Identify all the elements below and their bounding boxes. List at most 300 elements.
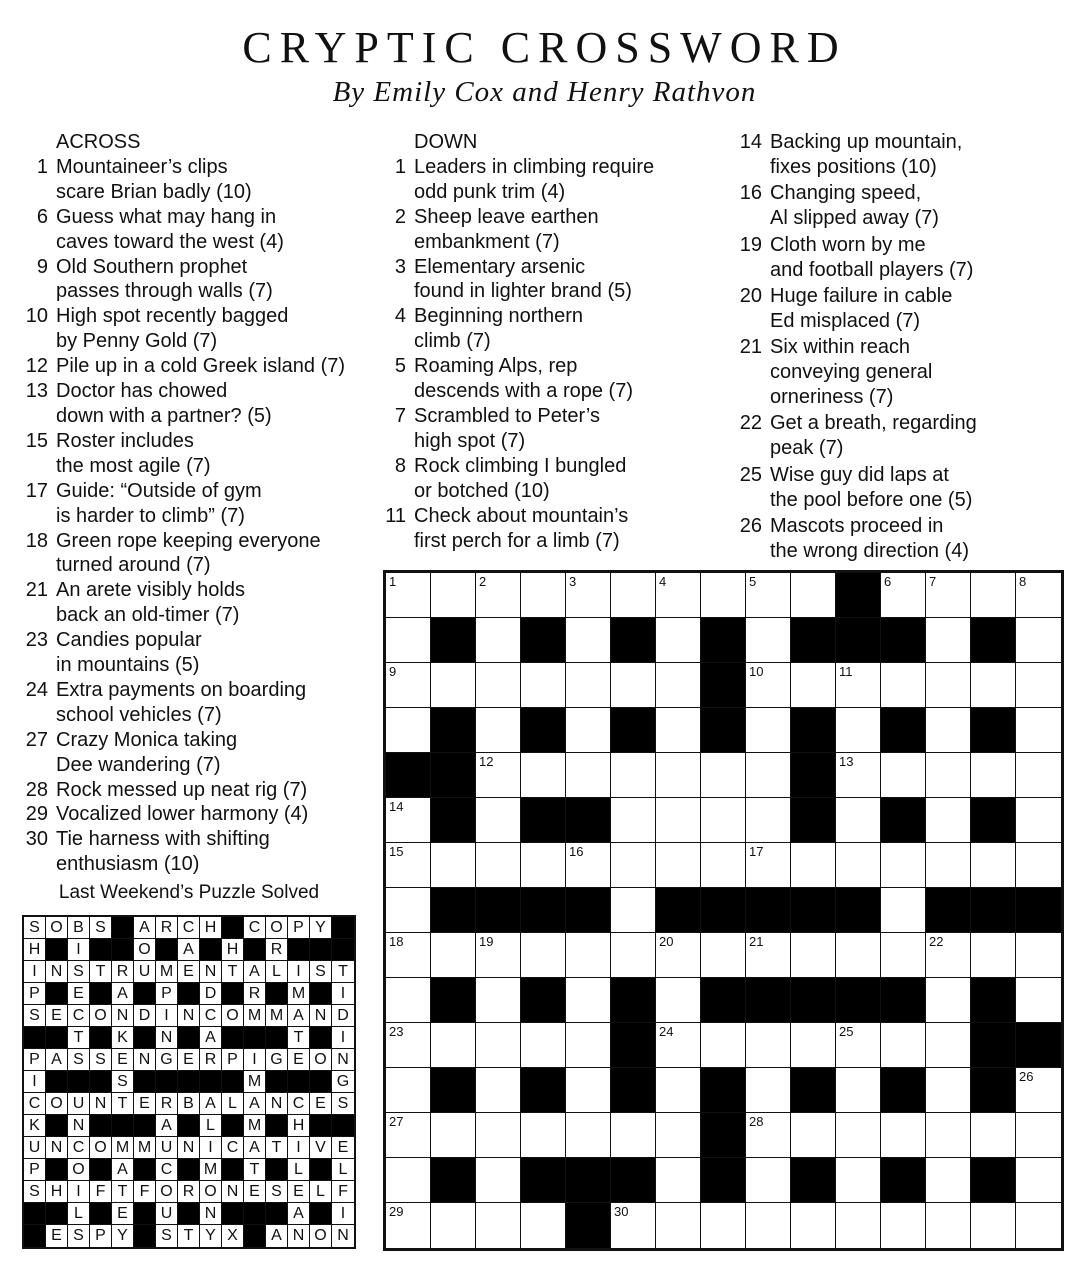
solution-black-square — [156, 939, 178, 961]
black-square — [791, 1068, 836, 1113]
black-square — [881, 978, 926, 1023]
down-clues-continued — [738, 130, 1073, 565]
grid-cell[interactable] — [566, 708, 611, 753]
solution-black-square — [90, 939, 112, 961]
clue-text: Get a breath, regarding — [770, 412, 977, 435]
grid-cell[interactable] — [656, 798, 701, 843]
grid-cell[interactable] — [881, 1113, 926, 1158]
grid-cell[interactable] — [476, 1203, 521, 1248]
across-clue-30 — [24, 827, 364, 877]
grid-cell[interactable] — [611, 888, 656, 933]
grid-cell[interactable] — [476, 1113, 521, 1158]
solution-cell: H — [222, 939, 244, 961]
grid-cell[interactable] — [791, 1023, 836, 1068]
grid-cell[interactable] — [656, 753, 701, 798]
grid-cell[interactable] — [656, 1068, 701, 1113]
grid-cell[interactable] — [386, 978, 431, 1023]
grid-cell[interactable] — [746, 933, 791, 978]
solution-black-square — [266, 1159, 288, 1181]
grid-cell[interactable] — [566, 573, 611, 618]
grid-cell[interactable] — [656, 573, 701, 618]
grid-cell[interactable] — [881, 663, 926, 708]
grid-cell[interactable] — [701, 753, 746, 798]
solution-cell: I — [24, 961, 46, 983]
grid-cell[interactable] — [566, 1023, 611, 1068]
grid-cell[interactable] — [476, 1158, 521, 1203]
black-square — [566, 1203, 611, 1248]
grid-cell[interactable] — [386, 618, 431, 663]
solution-cell: V — [310, 1137, 332, 1159]
grid-cell[interactable] — [566, 843, 611, 888]
grid-cell[interactable] — [476, 618, 521, 663]
grid-cell[interactable] — [791, 573, 836, 618]
black-square — [881, 1158, 926, 1203]
grid-cell[interactable] — [386, 798, 431, 843]
black-square — [611, 618, 656, 663]
clue-text: Beginning northern — [414, 305, 584, 328]
grid-cell[interactable] — [476, 708, 521, 753]
grid-cell[interactable] — [656, 843, 701, 888]
grid-cell[interactable] — [836, 708, 881, 753]
clue-text: conveying general — [770, 361, 933, 384]
down-heading: DOWN — [414, 131, 478, 153]
grid-cell[interactable] — [476, 663, 521, 708]
clue-text: the wrong direction (4) — [770, 540, 969, 562]
grid-cell[interactable] — [881, 843, 926, 888]
clue-text: Tie harness with shifting — [56, 828, 270, 851]
solution-black-square — [90, 1071, 112, 1093]
black-square — [1016, 1023, 1061, 1068]
solution-cell: T — [288, 1027, 310, 1049]
cell-number: 18 — [389, 934, 404, 949]
grid-cell[interactable] — [926, 753, 971, 798]
crossword-grid[interactable] — [383, 570, 1064, 1251]
grid-cell[interactable] — [701, 798, 746, 843]
grid-cell[interactable] — [881, 933, 926, 978]
grid-cell[interactable] — [1016, 843, 1061, 888]
grid-cell[interactable] — [656, 708, 701, 753]
black-square — [971, 798, 1016, 843]
solution-black-square — [90, 1027, 112, 1049]
clue-text: Wise guy did laps at — [770, 463, 949, 486]
grid-cell[interactable] — [431, 933, 476, 978]
clue-text: Sheep leave earthen — [414, 205, 599, 228]
grid-cell[interactable] — [746, 1023, 791, 1068]
grid-cell[interactable] — [566, 1113, 611, 1158]
solution-black-square — [46, 1159, 68, 1181]
solution-black-square — [134, 1225, 156, 1247]
solution-cell: T — [68, 1027, 90, 1049]
grid-cell[interactable] — [746, 753, 791, 798]
grid-cell[interactable] — [836, 933, 881, 978]
solution-cell: P — [288, 917, 310, 939]
across-clue-27 — [24, 728, 364, 778]
solution-black-square — [222, 1027, 244, 1049]
grid-cell[interactable] — [656, 618, 701, 663]
grid-cell[interactable] — [1016, 1158, 1061, 1203]
grid-cell[interactable] — [926, 1113, 971, 1158]
solution-cell: F — [134, 1181, 156, 1203]
grid-cell[interactable] — [656, 1023, 701, 1068]
solution-cell: I — [288, 961, 310, 983]
grid-cell[interactable] — [746, 843, 791, 888]
grid-cell[interactable] — [701, 933, 746, 978]
grid-cell[interactable] — [836, 1158, 881, 1203]
grid-cell[interactable] — [926, 1023, 971, 1068]
grid-cell[interactable] — [791, 1203, 836, 1248]
solution-cell: A — [178, 939, 200, 961]
grid-cell[interactable] — [386, 663, 431, 708]
black-square — [791, 798, 836, 843]
black-square — [521, 1068, 566, 1113]
solution-cell: I — [288, 1137, 310, 1159]
black-square — [521, 978, 566, 1023]
grid-cell[interactable] — [926, 843, 971, 888]
black-square — [971, 708, 1016, 753]
cell-number: 17 — [749, 844, 764, 859]
solution-cell: O — [222, 1005, 244, 1027]
grid-cell[interactable] — [521, 933, 566, 978]
solution-cell: E — [46, 1225, 68, 1247]
solution-cell: E — [178, 1049, 200, 1071]
solution-cell: E — [112, 1203, 134, 1225]
solution-black-square — [46, 1027, 68, 1049]
grid-cell[interactable] — [1016, 618, 1061, 663]
grid-cell[interactable] — [791, 933, 836, 978]
grid-cell[interactable] — [926, 933, 971, 978]
black-square — [431, 888, 476, 933]
grid-cell[interactable] — [1016, 573, 1061, 618]
cell-number: 13 — [839, 754, 854, 769]
grid-cell[interactable] — [746, 1158, 791, 1203]
clue-number: 22 — [739, 412, 762, 435]
clue-number: 7 — [394, 404, 406, 427]
grid-cell[interactable] — [476, 933, 521, 978]
clue-text: by Penny Gold (7) — [56, 330, 218, 353]
solution-cell: S — [112, 1071, 134, 1093]
down-clue-3 — [382, 255, 702, 305]
grid-cell[interactable] — [476, 798, 521, 843]
grid-cell[interactable] — [836, 798, 881, 843]
solution-black-square — [178, 1027, 200, 1049]
grid-cell[interactable] — [386, 843, 431, 888]
grid-cell[interactable] — [521, 1203, 566, 1248]
clue-text: Changing speed, — [770, 182, 922, 205]
solution-cell: K — [24, 1115, 46, 1137]
solution-black-square — [90, 1115, 112, 1137]
clue-number: 16 — [739, 182, 762, 205]
grid-cell[interactable] — [836, 1068, 881, 1113]
cell-number: 30 — [614, 1204, 629, 1219]
solution-cell: L — [266, 961, 288, 983]
cell-number: 8 — [1019, 574, 1027, 589]
grid-cell[interactable] — [476, 978, 521, 1023]
grid-cell[interactable] — [386, 1203, 431, 1248]
clue-number: 5 — [394, 355, 406, 378]
grid-cell[interactable] — [881, 573, 926, 618]
grid-cell[interactable] — [1016, 978, 1061, 1023]
solution-cell: A — [134, 917, 156, 939]
grid-cell[interactable] — [386, 1113, 431, 1158]
solution-black-square — [310, 939, 332, 961]
grid-cell[interactable] — [386, 573, 431, 618]
cell-number: 12 — [479, 754, 494, 769]
across-heading: ACROSS — [56, 131, 141, 153]
grid-cell[interactable] — [971, 753, 1016, 798]
black-square — [791, 888, 836, 933]
black-square — [431, 708, 476, 753]
grid-cell[interactable] — [971, 933, 1016, 978]
solution-cell: H — [288, 1115, 310, 1137]
black-square — [701, 1068, 746, 1113]
black-square — [521, 618, 566, 663]
grid-cell[interactable] — [611, 798, 656, 843]
solution-cell: A — [244, 1137, 266, 1159]
grid-cell[interactable] — [971, 843, 1016, 888]
down-clue-2 — [382, 205, 702, 255]
grid-cell[interactable] — [656, 663, 701, 708]
clue-text: Mountaineer’s clips — [56, 155, 228, 178]
grid-cell[interactable] — [1016, 1068, 1061, 1113]
last-weekend-title: Last Weekend’s Puzzle Solved — [58, 882, 320, 903]
solution-cell: O — [266, 917, 288, 939]
grid-cell[interactable] — [1016, 1203, 1061, 1248]
grid-cell[interactable] — [746, 573, 791, 618]
grid-cell[interactable] — [701, 1023, 746, 1068]
clue-number: 27 — [25, 728, 48, 751]
grid-cell[interactable] — [566, 978, 611, 1023]
clue-text: or botched (10) — [414, 479, 550, 502]
grid-cell[interactable] — [431, 663, 476, 708]
grid-cell[interactable] — [791, 843, 836, 888]
solution-cell: N — [222, 1181, 244, 1203]
cell-number: 16 — [569, 844, 584, 859]
clue-text: Extra payments on boarding — [56, 678, 307, 701]
grid-cell[interactable] — [1016, 663, 1061, 708]
grid-cell[interactable] — [791, 1113, 836, 1158]
black-square — [701, 978, 746, 1023]
solution-cell: E — [112, 1049, 134, 1071]
grid-cell[interactable] — [566, 753, 611, 798]
grid-cell[interactable] — [701, 573, 746, 618]
black-square — [701, 663, 746, 708]
grid-cell[interactable] — [521, 843, 566, 888]
grid-cell[interactable] — [656, 1203, 701, 1248]
clue-text: Vocalized lower harmony (4) — [56, 803, 309, 826]
grid-cell[interactable] — [701, 843, 746, 888]
grid-cell[interactable] — [746, 1203, 791, 1248]
solution-cell: L — [222, 1093, 244, 1115]
solution-cell: S — [156, 1225, 178, 1247]
solution-cell: O — [46, 917, 68, 939]
black-square — [521, 708, 566, 753]
clue-text: Al slipped away (7) — [770, 207, 939, 230]
grid-cell[interactable] — [881, 888, 926, 933]
solution-cell: S — [90, 917, 112, 939]
grid-cell[interactable] — [611, 933, 656, 978]
solution-cell: E — [178, 961, 200, 983]
solution-cell: R — [244, 983, 266, 1005]
clue-number: 2 — [394, 205, 406, 228]
across-clue-24 — [24, 678, 364, 728]
grid-cell[interactable] — [611, 573, 656, 618]
grid-cell[interactable] — [926, 663, 971, 708]
grid-cell[interactable] — [431, 1203, 476, 1248]
grid-cell[interactable] — [926, 1203, 971, 1248]
solution-cell: D — [134, 1005, 156, 1027]
solution-black-square — [310, 1027, 332, 1049]
solution-black-square — [90, 983, 112, 1005]
solution-cell: A — [266, 1225, 288, 1247]
grid-cell[interactable] — [1016, 753, 1061, 798]
grid-cell[interactable] — [881, 1203, 926, 1248]
grid-cell[interactable] — [386, 933, 431, 978]
clue-text: fixes positions (10) — [770, 155, 937, 178]
grid-cell[interactable] — [476, 1023, 521, 1068]
black-square — [431, 753, 476, 798]
grid-cell[interactable] — [521, 1113, 566, 1158]
black-square — [971, 978, 1016, 1023]
solution-black-square — [90, 1159, 112, 1181]
grid-cell[interactable] — [926, 708, 971, 753]
solution-cell: U — [156, 1203, 178, 1225]
solution-cell: S — [310, 961, 332, 983]
grid-cell[interactable] — [701, 1203, 746, 1248]
cell-number: 24 — [659, 1024, 674, 1039]
solution-cell: P — [24, 1049, 46, 1071]
across-clue-9 — [24, 255, 364, 305]
cell-number: 2 — [479, 574, 487, 589]
solution-cell: K — [112, 1027, 134, 1049]
cell-number: 22 — [929, 934, 944, 949]
grid-cell[interactable] — [566, 618, 611, 663]
solution-black-square — [112, 1115, 134, 1137]
grid-cell[interactable] — [926, 573, 971, 618]
grid-cell[interactable] — [431, 843, 476, 888]
grid-cell[interactable] — [971, 1113, 1016, 1158]
grid-cell[interactable] — [746, 708, 791, 753]
grid-cell[interactable] — [386, 1023, 431, 1068]
grid-cell[interactable] — [926, 618, 971, 663]
grid-cell[interactable] — [386, 888, 431, 933]
grid-cell[interactable] — [836, 753, 881, 798]
solution-cell: M — [134, 1137, 156, 1159]
grid-cell[interactable] — [476, 573, 521, 618]
grid-cell[interactable] — [746, 1113, 791, 1158]
solution-cell: X — [222, 1225, 244, 1247]
grid-cell[interactable] — [836, 843, 881, 888]
grid-cell[interactable] — [971, 573, 1016, 618]
grid-cell[interactable] — [656, 978, 701, 1023]
grid-cell[interactable] — [1016, 798, 1061, 843]
grid-cell[interactable] — [881, 1023, 926, 1068]
grid-cell[interactable] — [611, 1203, 656, 1248]
grid-cell[interactable] — [791, 663, 836, 708]
solution-black-square — [68, 1071, 90, 1093]
grid-cell[interactable] — [611, 753, 656, 798]
grid-cell[interactable] — [521, 663, 566, 708]
grid-cell[interactable] — [611, 663, 656, 708]
grid-cell[interactable] — [881, 753, 926, 798]
solution-cell: S — [332, 1093, 354, 1115]
grid-cell[interactable] — [1016, 933, 1061, 978]
solution-cell: A — [288, 1005, 310, 1027]
clue-text: back an old-timer (7) — [56, 604, 240, 627]
across-clue-13 — [24, 379, 364, 429]
grid-cell[interactable] — [926, 1158, 971, 1203]
grid-cell[interactable] — [656, 933, 701, 978]
grid-cell[interactable] — [386, 708, 431, 753]
cell-number: 21 — [749, 934, 764, 949]
solution-cell: P — [222, 1049, 244, 1071]
clue-number: 15 — [25, 429, 48, 452]
grid-cell[interactable] — [1016, 1113, 1061, 1158]
grid-cell[interactable] — [431, 1023, 476, 1068]
grid-cell[interactable] — [746, 1068, 791, 1113]
grid-cell[interactable] — [1016, 708, 1061, 753]
grid-cell[interactable] — [431, 1113, 476, 1158]
grid-cell[interactable] — [611, 1113, 656, 1158]
grid-cell[interactable] — [746, 618, 791, 663]
grid-cell[interactable] — [386, 1068, 431, 1113]
solution-cell: T — [266, 1137, 288, 1159]
grid-cell[interactable] — [566, 933, 611, 978]
black-square — [791, 753, 836, 798]
solution-cell: M — [244, 1005, 266, 1027]
grid-cell[interactable] — [836, 663, 881, 708]
clue-number: 14 — [739, 131, 762, 153]
across-clue-28 — [24, 778, 364, 803]
grid-cell[interactable] — [971, 1203, 1016, 1248]
grid-cell[interactable] — [926, 1068, 971, 1113]
grid-cell[interactable] — [926, 978, 971, 1023]
clue-text: Roaming Alps, rep — [414, 355, 578, 378]
grid-cell[interactable] — [566, 1068, 611, 1113]
grid-cell[interactable] — [836, 1203, 881, 1248]
cell-number: 4 — [659, 574, 667, 589]
clue-text: Old Southern prophet — [56, 255, 248, 278]
grid-cell[interactable] — [746, 798, 791, 843]
cell-number: 27 — [389, 1114, 404, 1129]
grid-cell[interactable] — [566, 663, 611, 708]
black-square — [701, 618, 746, 663]
grid-cell[interactable] — [611, 843, 656, 888]
grid-cell[interactable] — [476, 843, 521, 888]
grid-cell[interactable] — [836, 1023, 881, 1068]
grid-cell[interactable] — [746, 663, 791, 708]
clue-text: climb (7) — [414, 330, 491, 353]
grid-cell[interactable] — [521, 1023, 566, 1068]
solution-black-square — [244, 1027, 266, 1049]
grid-cell[interactable] — [656, 1113, 701, 1158]
solution-cell: N — [266, 1093, 288, 1115]
grid-cell[interactable] — [521, 573, 566, 618]
grid-cell[interactable] — [521, 753, 566, 798]
black-square — [656, 888, 701, 933]
grid-cell[interactable] — [926, 798, 971, 843]
grid-cell[interactable] — [656, 1158, 701, 1203]
grid-cell[interactable] — [476, 1068, 521, 1113]
black-square — [431, 978, 476, 1023]
grid-cell[interactable] — [386, 1158, 431, 1203]
solution-cell: T — [332, 961, 354, 983]
grid-cell[interactable] — [431, 573, 476, 618]
grid-cell[interactable] — [836, 1113, 881, 1158]
solution-cell: E — [332, 1137, 354, 1159]
solution-cell: P — [24, 983, 46, 1005]
grid-cell[interactable] — [476, 753, 521, 798]
grid-cell[interactable] — [971, 663, 1016, 708]
